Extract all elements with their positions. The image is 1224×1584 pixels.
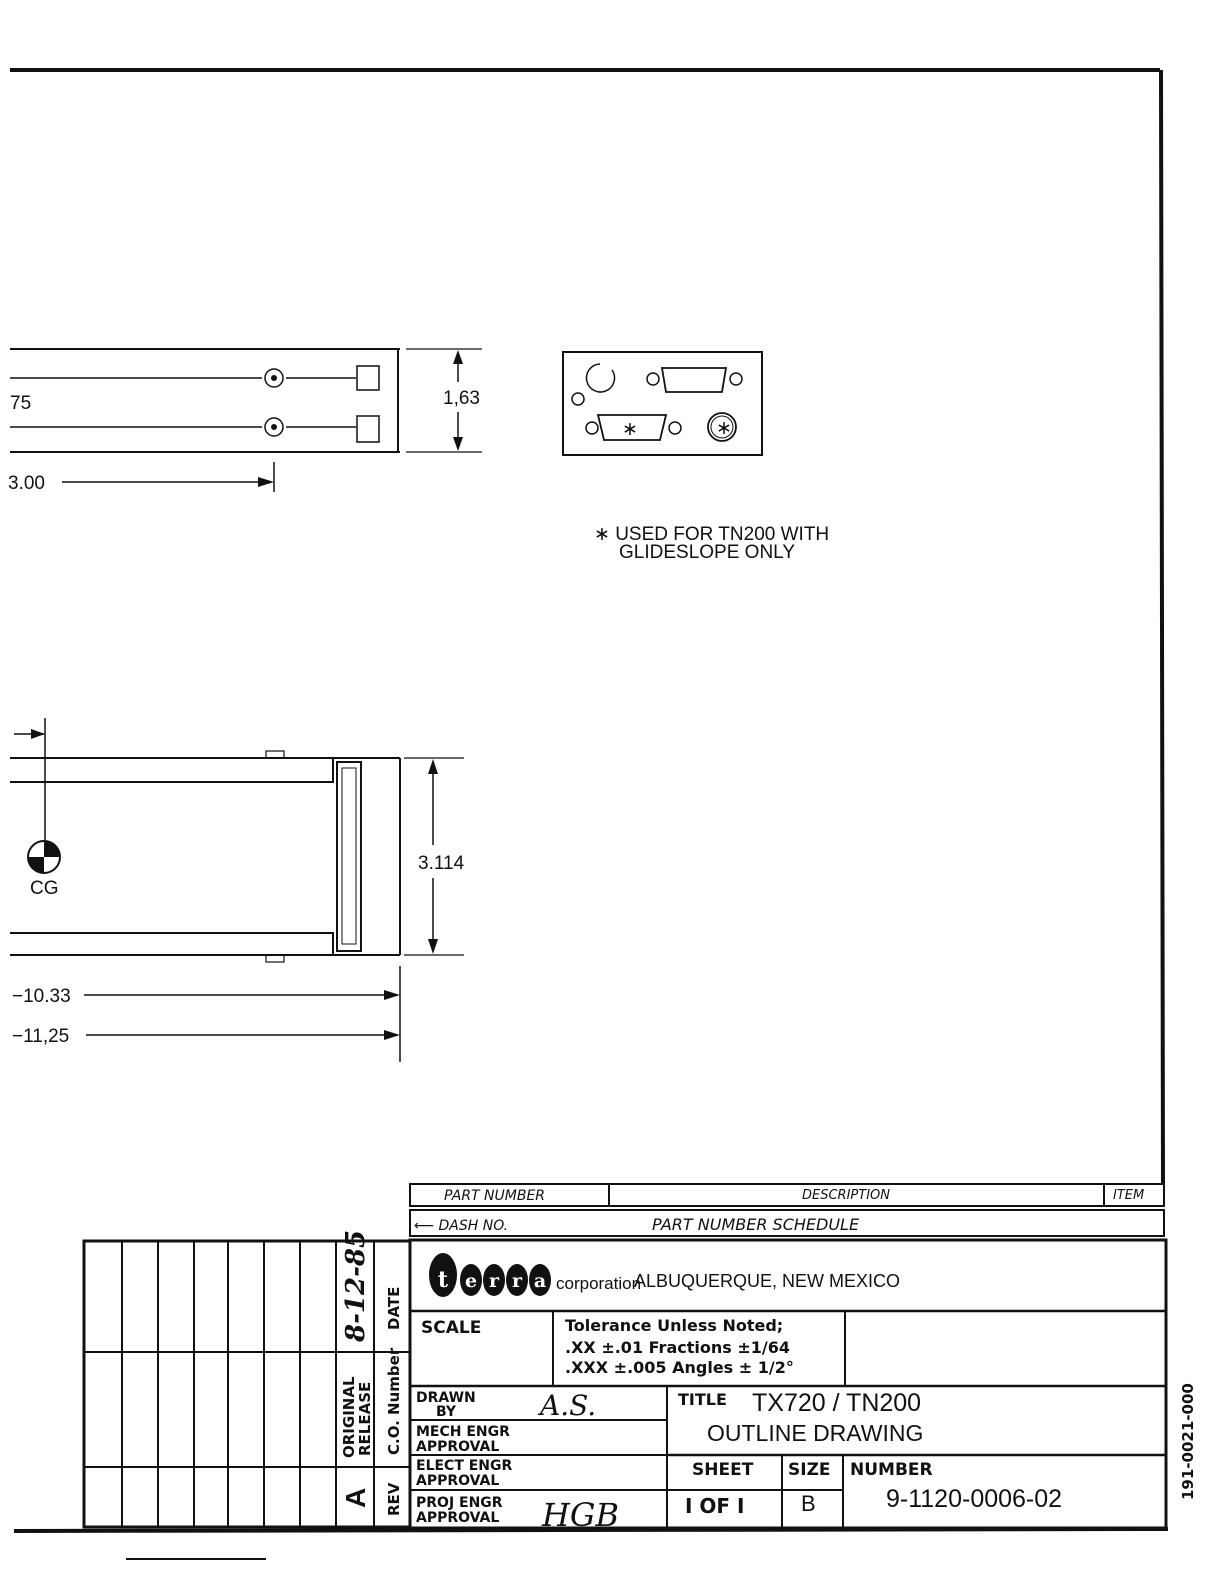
size-label: SIZE: [788, 1460, 831, 1480]
size-value: B: [801, 1491, 816, 1516]
glideslope-note-line1: ∗ USED FOR TN200 WITH: [594, 524, 830, 545]
sheet-value: I OF I: [685, 1494, 745, 1518]
top-dim-height: 1,63: [443, 388, 480, 409]
co-original: ORIGINAL: [340, 1376, 358, 1458]
company-location: ALBUQUERQUE, NEW MEXICO: [634, 1271, 901, 1291]
svg-text:r: r: [488, 1270, 500, 1292]
drawn-by-initials: A.S.: [540, 1389, 597, 1422]
scale-label: SCALE: [421, 1318, 482, 1338]
title-line1: TX720 / TN200: [752, 1389, 922, 1417]
number-label: NUMBER: [850, 1460, 933, 1480]
proj-engr-initials: HGB: [542, 1496, 619, 1534]
side-stamp: 191-0021-000: [1179, 1383, 1197, 1500]
drawn-by-label-2: BY: [436, 1404, 457, 1420]
description-header: DESCRIPTION: [802, 1188, 890, 1203]
part-number-header: PART NUMBER: [444, 1188, 546, 1204]
co-release: RELEASE: [356, 1381, 374, 1456]
drawing-number: 9-1120-0006-02: [886, 1485, 1063, 1513]
tolerance-title: Tolerance Unless Noted;: [565, 1316, 784, 1335]
svg-text:t: t: [437, 1267, 449, 1293]
item-header: ITEM: [1113, 1188, 1145, 1203]
side-view: [10, 718, 464, 1062]
proj-engr-approval: APPROVAL: [416, 1510, 500, 1526]
mech-engr-label: MECH ENGR: [416, 1424, 510, 1440]
top-dim-length: 3.00: [8, 473, 45, 494]
date-label: DATE: [385, 1286, 403, 1330]
tolerance-line2: .XXX ±.005 Angles ± 1/2°: [565, 1358, 794, 1377]
mech-engr-approval: APPROVAL: [416, 1439, 500, 1455]
terra-logo: [429, 1253, 551, 1297]
svg-text:a: a: [533, 1270, 547, 1292]
elect-engr-approval: APPROVAL: [416, 1473, 500, 1489]
drawn-by-label: DRAWN: [416, 1390, 476, 1406]
center-of-gravity-icon: [28, 841, 60, 873]
glideslope-note-line2: GLIDESLOPE ONLY: [619, 542, 795, 563]
dash-no-label: ⟵ DASH NO.: [414, 1218, 509, 1234]
side-dim-length-2: −11,25: [12, 1026, 70, 1047]
elect-engr-label: ELECT ENGR: [416, 1458, 513, 1474]
revision-letter: A: [340, 1487, 371, 1508]
side-dim-length-1: −10.33: [12, 986, 71, 1007]
schedule-title: PART NUMBER SCHEDULE: [652, 1215, 860, 1234]
connector-star: ∗: [622, 419, 638, 440]
top-view: [10, 349, 482, 492]
connector-panel: [563, 352, 762, 455]
proj-engr-label: PROJ ENGR: [416, 1495, 503, 1511]
coax-star: ∗: [716, 418, 732, 439]
tolerance-line1: .XX ±.01 Fractions ±1/64: [565, 1338, 790, 1357]
sheet-label: SHEET: [692, 1460, 754, 1480]
revision-date: 8-12-85: [341, 1229, 371, 1342]
title-label: TITLE: [678, 1390, 727, 1409]
svg-text:e: e: [464, 1270, 478, 1292]
co-number-label: C.O. Number: [385, 1347, 403, 1455]
cg-label: CG: [30, 878, 59, 899]
rev-label: REV: [385, 1482, 403, 1516]
svg-text:r: r: [511, 1270, 523, 1292]
top-dim-left: 75: [10, 393, 32, 414]
company-suffix: corporation: [556, 1274, 642, 1293]
side-dim-height: 3.114: [418, 853, 465, 874]
title-line2: OUTLINE DRAWING: [707, 1420, 924, 1446]
